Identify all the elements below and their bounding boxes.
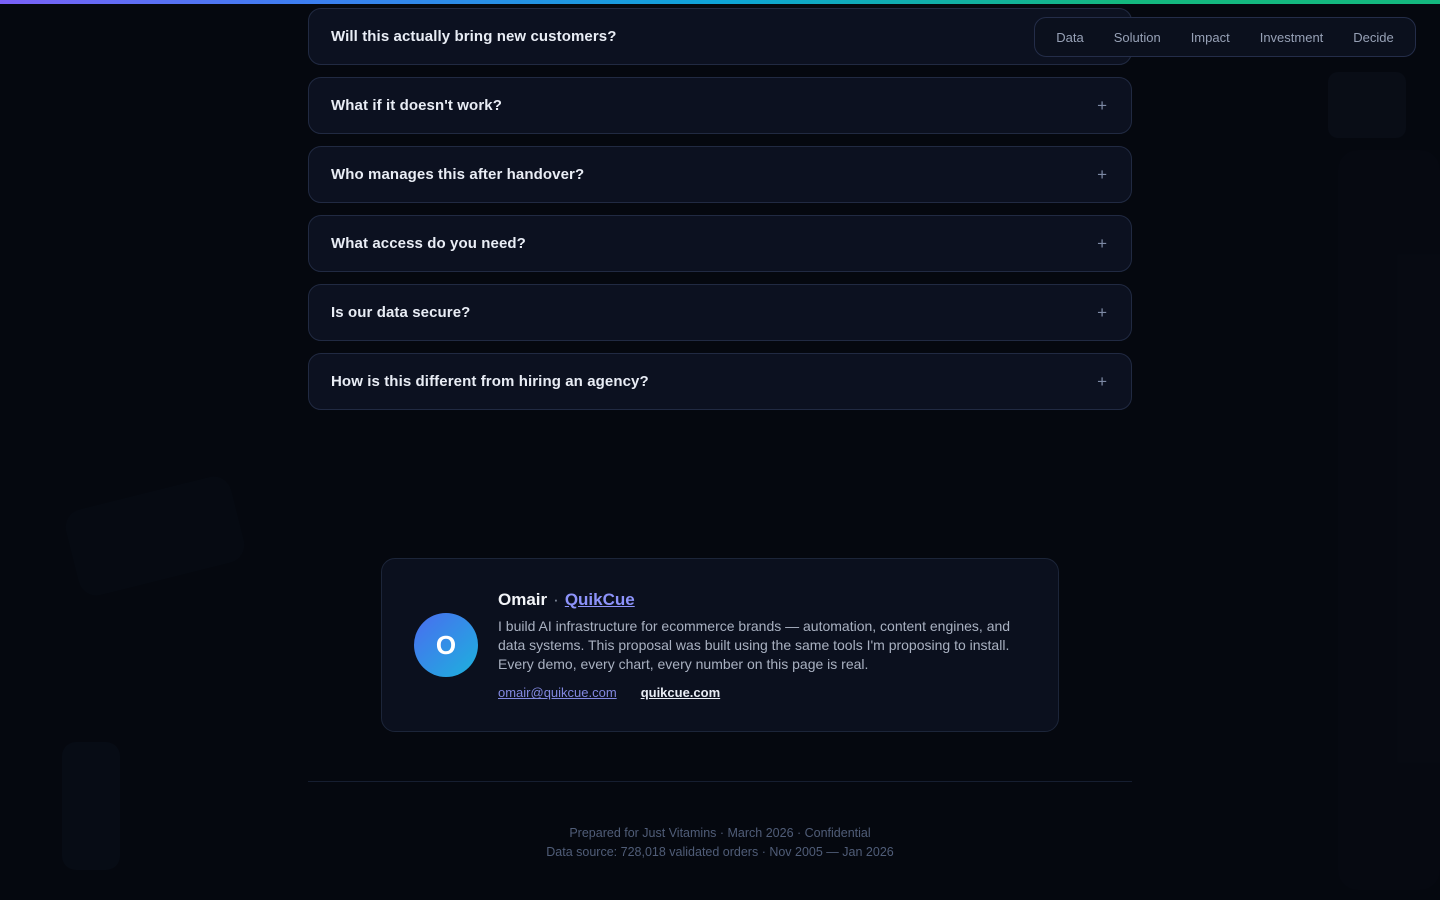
faq-question: What if it doesn't work?: [331, 97, 502, 114]
faq-item-doesnt-work[interactable]: [308, 77, 1132, 134]
page-footer: [0, 824, 1440, 862]
author-card: [381, 558, 1059, 732]
faq-question: Is our data secure?: [331, 304, 471, 321]
website-link[interactable]: quikcue.com: [640, 685, 721, 701]
faq-item-vs-agency[interactable]: [308, 353, 1132, 410]
plus-icon[interactable]: +: [1097, 96, 1107, 115]
faq-question: How is this different from hiring an agency?: [331, 373, 649, 390]
faq-item-who-manages[interactable]: [308, 146, 1132, 203]
nav-item-impact[interactable]: Impact: [1190, 29, 1230, 45]
background-decor-shape: [62, 473, 248, 600]
plus-icon[interactable]: +: [1097, 303, 1107, 322]
nav-item-solution[interactable]: Solution: [1113, 29, 1161, 45]
plus-icon[interactable]: +: [1097, 234, 1107, 253]
avatar-letter: O: [435, 629, 457, 660]
faq-item-data-secure[interactable]: [308, 284, 1132, 341]
plus-icon[interactable]: +: [1097, 165, 1107, 184]
nav-item-decide[interactable]: Decide: [1353, 29, 1394, 45]
nav-item-investment[interactable]: Investment: [1259, 29, 1324, 45]
background-decor-shape: [1338, 150, 1440, 890]
avatar: [414, 613, 478, 677]
footer-data-source: Data source: 728,018 validated orders · Nov 2005 — Jan 2026: [546, 845, 894, 859]
author-bio: I build AI infrastructure for ecommerce brands — automation, content engines, and data systems. This proposal was built using the same tools I'm proposing to install. Every demo, every chart, every number on this page is real.: [498, 617, 1011, 673]
heading-separator: ·: [553, 589, 559, 609]
faq-question: Who manages this after handover?: [331, 166, 585, 183]
plus-icon[interactable]: +: [1097, 372, 1107, 391]
author-name: Omair: [498, 589, 548, 609]
accent-gradient-bar: [0, 0, 1440, 4]
faq-question: Will this actually bring new customers?: [331, 28, 617, 45]
faq-item-access[interactable]: [308, 215, 1132, 272]
author-heading: [498, 590, 1014, 610]
faq-question: What access do you need?: [331, 235, 526, 252]
section-nav: [1034, 17, 1416, 57]
nav-item-data[interactable]: Data: [1056, 29, 1084, 45]
faq-section: [308, 8, 1132, 422]
footer-prepared-for: Prepared for Just Vitamins · March 2026 · Confidential: [569, 826, 871, 840]
author-info: [498, 590, 1014, 701]
email-link[interactable]: omair@quikcue.com: [498, 685, 617, 701]
background-decor-shape: [1328, 72, 1406, 138]
quikcue-link[interactable]: QuikCue: [564, 589, 635, 609]
footer-divider: [308, 781, 1132, 782]
author-links: [498, 685, 1014, 700]
faq-item-new-customers[interactable]: [308, 8, 1132, 65]
